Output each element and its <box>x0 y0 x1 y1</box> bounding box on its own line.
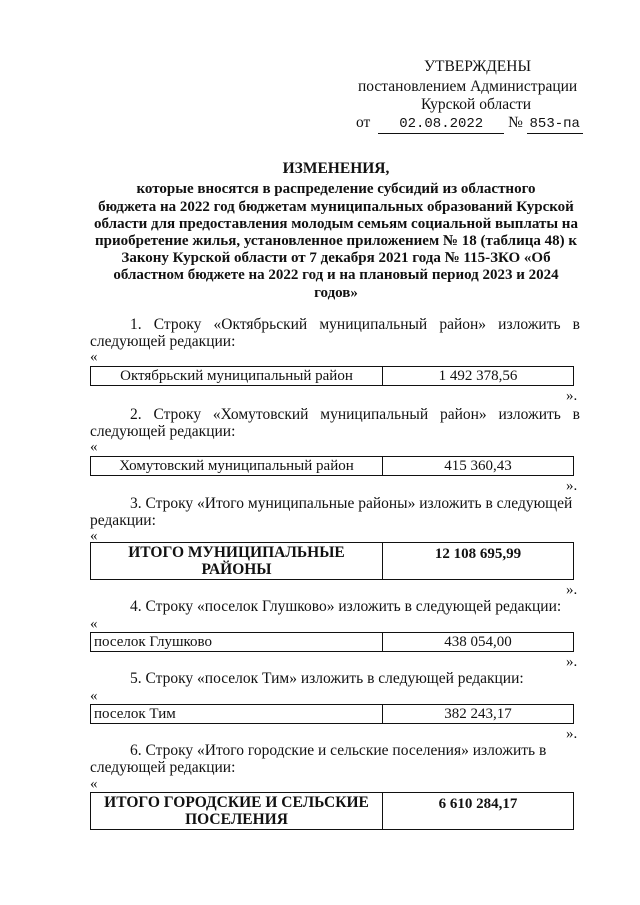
item-4-row-value: 438 054,00 <box>444 633 512 650</box>
item-2-close-quote: ». <box>566 478 578 494</box>
item-6-row-name-line-1: ИТОГО ГОРОДСКИЕ И СЕЛЬСКИЕ <box>104 794 369 811</box>
item-5-close-quote: ». <box>566 726 578 742</box>
item-6-table-row <box>90 792 574 830</box>
item-4-close-quote: ». <box>566 654 578 670</box>
item-3-text-line-2: редакции: <box>90 512 156 529</box>
item-1-text-line-2: следующей редакции: <box>90 333 236 350</box>
item-6-open-quote: « <box>90 776 98 792</box>
date-prefix: от <box>356 114 371 131</box>
item-1-table-row <box>90 366 574 386</box>
approval-region: Курской области <box>421 96 532 113</box>
item-4-open-quote: « <box>90 616 98 632</box>
item-6-text-line-1: 6. Строку «Итого городские и сельские поселения» изложить в <box>130 742 547 759</box>
title-line-1: которые вносятся в распределение субсидий из областного <box>136 181 536 197</box>
title-line-3: области для предоставления молодым семьям социальной выплаты на <box>94 216 578 232</box>
item-5-open-quote: « <box>90 688 98 704</box>
item-3-row-name-line-2: РАЙОНЫ <box>201 561 272 578</box>
item-2-row-value: 415 360,43 <box>444 457 512 474</box>
approval-date-line <box>356 114 583 134</box>
item-5-row-name: поселок Тим <box>94 705 176 722</box>
item-5-table-row <box>90 704 574 724</box>
title-line-6: областном бюджете на 2022 год и на плановый период 2023 и 2024 <box>113 267 559 283</box>
approval-date: 02.08.2022 <box>378 115 504 134</box>
title-line-5: Закону Курской области от 7 декабря 2021 года № 115-ЗКО «Об <box>121 250 551 266</box>
item-1-row-value: 1 492 378,56 <box>438 367 518 384</box>
item-6-row-value: 6 610 284,17 <box>438 796 518 812</box>
approval-number: 853-па <box>527 115 583 134</box>
item-1-close-quote: ». <box>566 388 578 404</box>
item-2-text-line-1: 2. Строку «Хомутовский муниципальный район» изложить в <box>130 406 580 423</box>
title-line-2: бюджета на 2022 год бюджетам муниципальных образований Курской <box>98 199 574 215</box>
item-5-row-value: 382 243,17 <box>444 705 512 722</box>
item-3-open-quote: « <box>90 528 98 544</box>
item-5-text-line-1: 5. Строку «поселок Тим» изложить в следующей редакции: <box>130 670 524 687</box>
item-6-row-name-line-2: ПОСЕЛЕНИЯ <box>185 811 288 828</box>
number-prefix: № <box>508 114 523 131</box>
item-1-row-name: Октябрьский муниципальный район <box>120 367 353 384</box>
item-3-text-line-1: 3. Строку «Итого муниципальные районы» изложить в следующей <box>130 495 573 512</box>
document-title: ИЗМЕНЕНИЯ, <box>282 160 390 177</box>
item-3-row-value: 12 108 695,99 <box>434 546 522 562</box>
item-2-text-line-2: следующей редакции: <box>90 423 236 440</box>
item-3-row-name-line-1: ИТОГО МУНИЦИПАЛЬНЫЕ <box>128 544 345 561</box>
title-line-4: приобретение жилья, установленное приложением № 18 (таблица 48) к <box>94 233 577 249</box>
title-line-7: годов» <box>314 285 358 301</box>
item-2-open-quote: « <box>90 439 98 455</box>
item-4-row-name: поселок Глушково <box>94 633 213 650</box>
item-4-text-line-1: 4. Строку «поселок Глушково» изложить в следующей редакции: <box>130 598 562 615</box>
item-1-text-line-1: 1. Строку «Октябрьский муниципальный район» изложить в <box>130 316 580 333</box>
item-2-table-row <box>90 456 574 476</box>
item-1-open-quote: « <box>90 349 98 365</box>
item-3-table-row <box>90 542 574 580</box>
item-3-close-quote: ». <box>566 582 578 598</box>
item-2-row-name: Хомутовский муниципальный район <box>119 457 354 474</box>
item-6-text-line-2: следующей редакции: <box>90 759 236 776</box>
approval-authority: постановлением Администрации <box>358 78 578 95</box>
approval-heading: УТВЕРЖДЕНЫ <box>424 58 531 75</box>
item-4-table-row <box>90 632 574 652</box>
